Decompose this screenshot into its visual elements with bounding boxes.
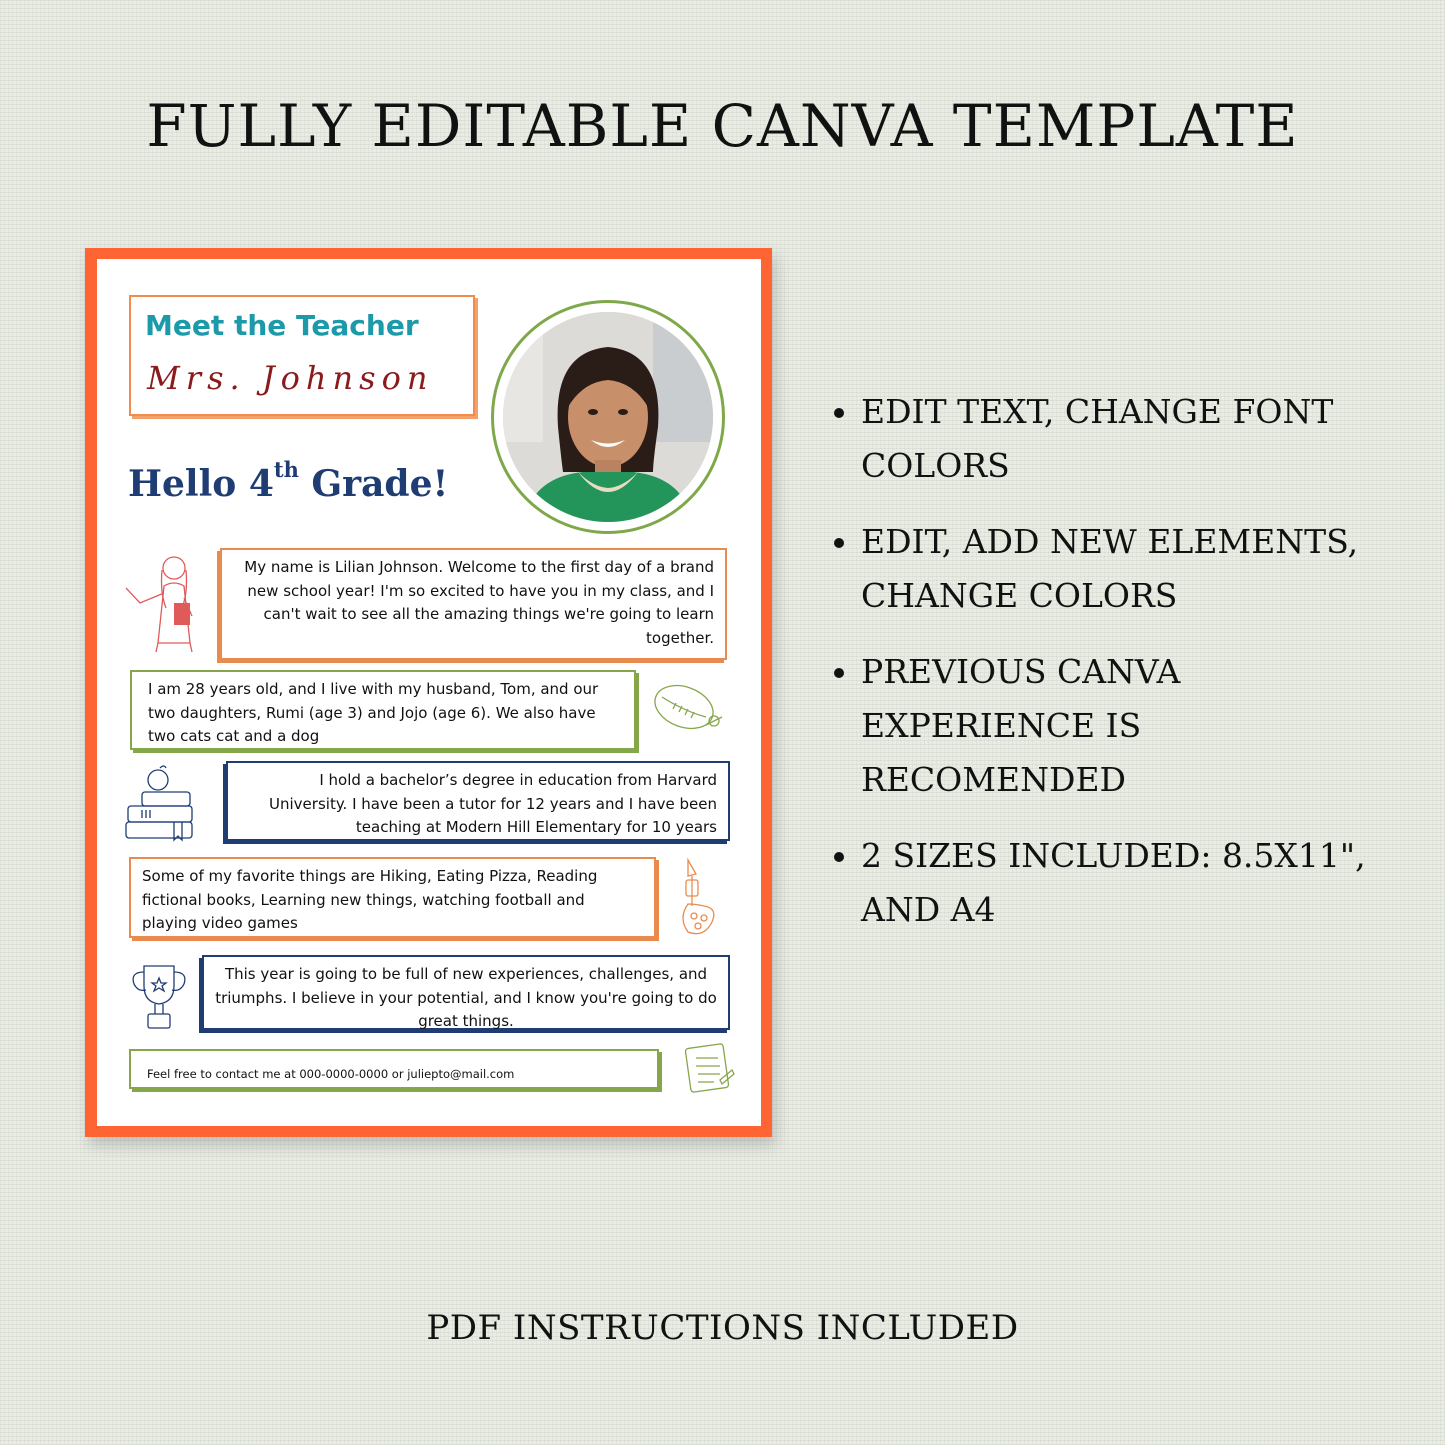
teacher-photo [503,312,713,522]
books-apple-icon [122,762,198,842]
contact-box [129,1049,659,1089]
title-box [129,295,475,416]
feature-item: EDIT TEXT, CHANGE FONT COLORS [832,385,1392,493]
favorites-text: Some of my favorite things are Hiking, Eating Pizza, Reading fictional books, Learning new things, watching football and playing video games [142,867,598,932]
feature-item: EDIT, ADD NEW ELEMENTS, CHANGE COLORS [832,515,1392,623]
teacher-photo-frame [491,300,725,534]
greeting-heading [128,457,449,505]
feature-item: PREVIOUS CANVA EXPERIENCE IS RECOMENDED [832,645,1392,807]
teacher-illustration-icon [122,548,214,652]
year-box [202,955,730,1030]
intro-box [220,548,727,660]
year-text: This year is going to be full of new experiences, challenges, and triumphs. I believe in your potential, and I know you're going to do great things. [215,965,717,1030]
favorites-box [129,857,656,938]
intro-text: My name is Lilian Johnson. Welcome to the first day of a brand new school year! I'm so excited to have you in my class, and I can't wait to see all the amazing things we're going to learn together. [244,558,714,647]
notepad-icon [680,1040,736,1094]
headline: FULLY EDITABLE CANVA TEMPLATE [146,92,1299,160]
education-box [226,761,730,841]
greeting-prefix: Hello 4 [128,463,274,505]
football-icon [648,675,728,739]
feature-item: 2 SIZES INCLUDED: 8.5X11", AND A4 [832,829,1392,937]
greeting-suffix: Grade! [298,463,449,505]
greeting-superscript: th [273,457,299,482]
paint-palette-icon [674,856,720,938]
teacher-name: Mrs. Johnson [147,359,434,397]
trophy-icon [128,958,190,1032]
family-text: I am 28 years old, and I live with my husband, Tom, and our two daughters, Rumi (age 3) and Jojo (age 6). We also have two cats cat and a dog [148,680,599,745]
education-text: I hold a bachelor’s degree in education from Harvard University. I have been a tutor for 12 years and I have been teaching at Modern Hill Elementary for 10 years [269,771,717,836]
contact-text: Feel free to contact me at 000-0000-0000 or juliepto@mail.com [147,1067,515,1081]
template-title: Meet the Teacher [145,309,419,342]
feature-list [832,385,1392,959]
footer-note: PDF INSTRUCTIONS INCLUDED [426,1308,1019,1348]
family-box [130,670,636,750]
